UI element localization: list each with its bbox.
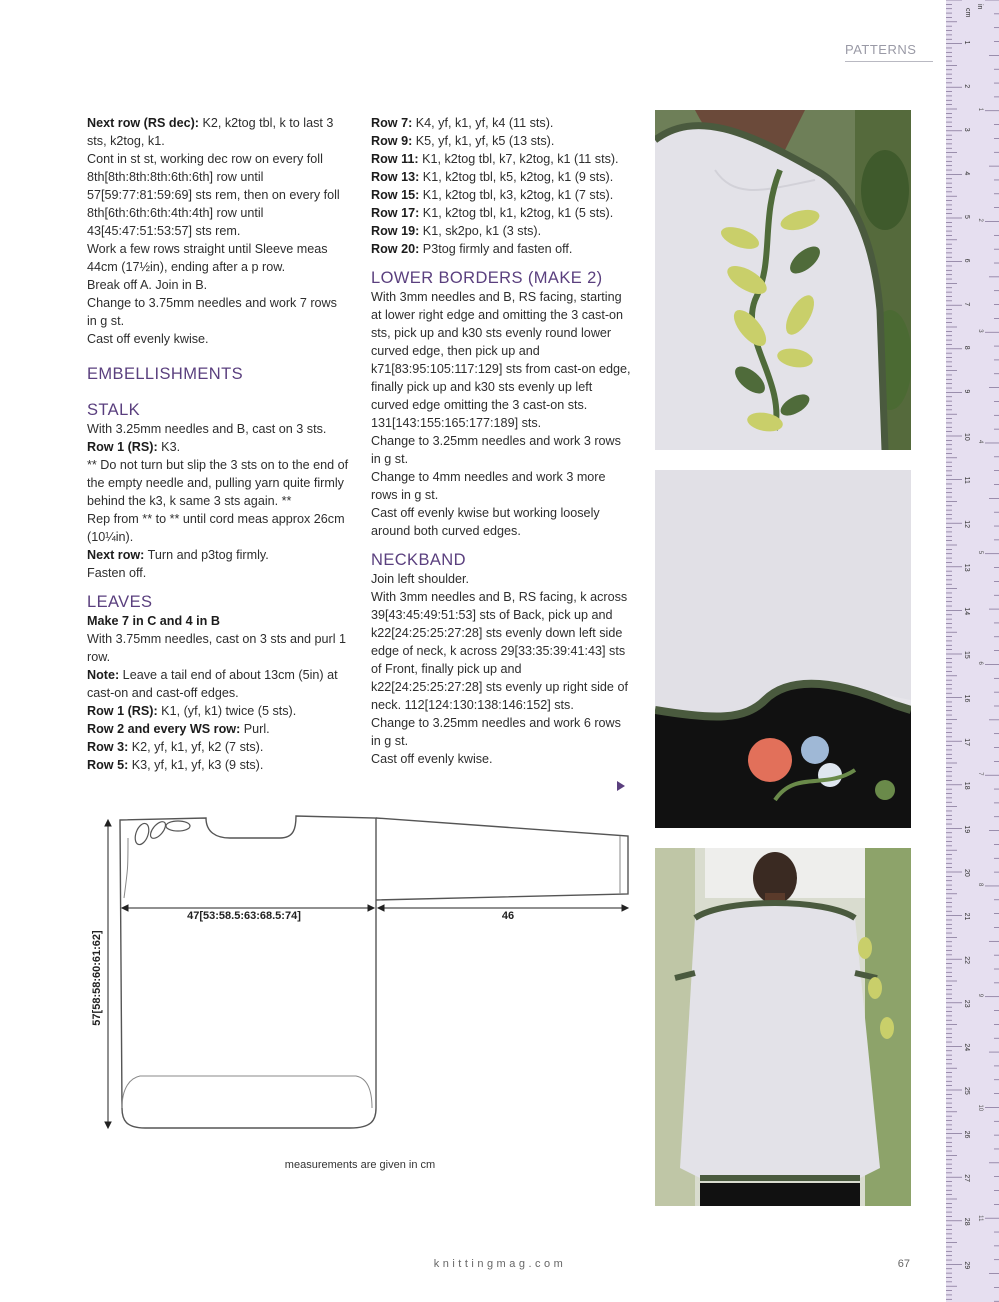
ruler-cm-mark: 20 [963, 869, 970, 877]
ruler-cm-mark: 26 [963, 1130, 970, 1139]
page-number: 67 [897, 1258, 910, 1270]
photo-sleeve-embellishment [655, 110, 911, 450]
ruler-in-mark: 1 [977, 107, 983, 112]
ruler-cm-mark: 28 [963, 1217, 970, 1226]
paragraph: Cast off evenly kwise. [371, 752, 493, 766]
paragraph: Row 9: K5, yf, k1, yf, k5 (13 sts). [371, 134, 555, 148]
ruler-cm-mark: 7 [963, 302, 970, 307]
paragraph: Row 20: P3tog firmly and fasten off. [371, 242, 573, 256]
paragraph: Row 1 (RS): K3. [87, 440, 181, 454]
paragraph: Row 5: K3, yf, k1, yf, k3 (9 sts). [87, 758, 264, 772]
footer-website: knittingmag.com [433, 1258, 567, 1270]
ruler-cm-mark: 13 [963, 563, 970, 572]
schematic-caption: measurements are given in cm [284, 1159, 436, 1171]
continue-arrow-icon [617, 781, 625, 791]
ruler-cm-mark: 23 [963, 999, 970, 1008]
ruler-cm-mark: 21 [963, 912, 970, 921]
paragraph: Make 7 in C and 4 in B [87, 614, 220, 628]
photo-back-view [655, 848, 911, 1206]
photo-hem-border [655, 470, 911, 828]
sleeve-length-label: 46 [501, 910, 515, 922]
paragraph: Row 1 (RS): K1, (yf, k1) twice (5 sts). [87, 704, 297, 718]
ruler-cm-mark: 29 [963, 1261, 970, 1270]
garment-schematic [80, 808, 640, 1168]
paragraph: Row 15: K1, k2tog tbl, k3, k2tog, k1 (7 sts). [371, 188, 614, 202]
paragraph: With 3mm needles and B, RS facing, starting at lower right edge and omitting the 3 cast-on sts, pick up and k30 sts evenly round lower curved edge, then pick up and k71[83:95:105:117:129] sts from cast-on edge, finally pick up and k30 sts evenly up left curved edge omitting the 3 cast-on sts. 131[143:155:165:177:189] sts. [371, 290, 631, 430]
paragraph: Change to 3.75mm needles and work 7 rows in g st. [87, 296, 337, 328]
ruler-cm-mark: 19 [963, 825, 970, 834]
ruler-in-label: in [976, 4, 983, 10]
body-length-label: 57[58:58:60:61:62] [91, 930, 103, 1026]
ruler-cm-mark: 14 [963, 607, 970, 616]
ruler-cm-mark: 12 [963, 520, 970, 528]
paragraph: Next row: Turn and p3tog firmly. [87, 548, 269, 562]
ruler-cm-mark: 11 [963, 476, 970, 484]
ruler-cm-mark: 17 [963, 738, 970, 746]
pattern-column-left [87, 114, 349, 774]
ruler-in-mark: 6 [977, 661, 983, 665]
pattern-column-middle [371, 114, 633, 768]
heading-embellishments: EMBELLISHMENTS [87, 365, 243, 383]
ruler-in-mark: 8 [977, 882, 983, 887]
paragraph: Row 13: K1, k2tog tbl, k5, k2tog, k1 (9 sts). [371, 170, 614, 184]
measuring-ruler [946, 0, 999, 1302]
paragraph: Cont in st st, working dec row on every foll 8th[8th:8th:8th:6th:6th] row until 57[59:77:81:59:69] sts rem, then on every foll 8th[6th:6th:6th:4th:4th] row until 43[45:47:51:53:57] sts rem. [87, 152, 340, 238]
dimension-lines [105, 820, 628, 1128]
paragraph: Row 11: K1, k2tog tbl, k7, k2tog, k1 (11 sts). [371, 152, 619, 166]
ruler-in-mark: 3 [977, 329, 983, 333]
paragraph: Row 2 and every WS row: Purl. [87, 722, 270, 736]
paragraph: Rep from ** to ** until cord meas approx 26cm (10¼in). [87, 512, 345, 544]
ruler-in-mark: 5 [977, 550, 983, 555]
leaf-outlines [133, 819, 190, 846]
ruler-cm-mark: 24 [963, 1043, 970, 1052]
paragraph: Row 19: K1, sk2po, k1 (3 sts). [371, 224, 542, 238]
paragraph: Change to 4mm needles and work 3 more rows in g st. [371, 470, 606, 502]
paragraph: Row 17: K1, k2tog tbl, k1, k2tog, k1 (5 sts). [371, 206, 614, 220]
width-label: 47[53:58.5:63:68.5:74] [187, 910, 301, 922]
paragraph: Change to 3.25mm needles and work 3 rows in g st. [371, 434, 621, 466]
ruler-cm-mark: 25 [963, 1087, 970, 1095]
paragraph: Fasten off. [87, 566, 147, 580]
paragraph: Note: Leave a tail end of about 13cm (5in) at cast-on and cast-off edges. [87, 668, 338, 700]
ruler-cm-mark: 6 [963, 258, 970, 263]
paragraph: ** Do not turn but slip the 3 sts on to the end of the empty needle and, pulling yarn quite firmly behind the k3, k same 3 sts again. ** [87, 458, 349, 508]
ruler-cm-mark: 9 [963, 389, 970, 394]
ruler-cm-mark: 18 [963, 781, 970, 790]
section-tag: PATTERNS [845, 42, 933, 62]
ruler-cm-mark: 15 [963, 651, 970, 659]
ruler-in-mark: 9 [977, 993, 983, 998]
ruler-cm-mark: 1 [963, 40, 970, 45]
heading-leaves: LEAVES [87, 593, 153, 611]
ruler-cm-mark: 5 [963, 215, 970, 219]
heading-stalk: STALK [87, 401, 141, 419]
ruler-in-mark: 7 [977, 772, 983, 776]
paragraph: Work a few rows straight until Sleeve meas 44cm (17½in), ending after a p row. [87, 242, 328, 274]
ruler-cm-mark: 16 [963, 694, 970, 703]
ruler-in-mark: 2 [977, 218, 983, 222]
paragraph: Change to 3.25mm needles and work 6 rows in g st. [371, 716, 621, 748]
ruler-in-mark: 11 [977, 1215, 983, 1222]
ruler-cm-mark: 3 [963, 127, 970, 132]
ruler-in-mark: 4 [977, 439, 983, 444]
paragraph: With 3mm needles and B, RS facing, k across 39[43:45:49:51:53] sts of Back, pick up and k22[24:25:25:27:28] sts evenly down left side edge of neck, k across 29[33:35:39:41:43] sts of Front, finally pick up and k22[24:25:25:27:28] sts evenly up right side of neck. 112[124:130:138:146:152] sts. [371, 590, 628, 712]
paragraph: Break off A. Join in B. [87, 278, 208, 292]
ruler-cm-label: cm [964, 8, 971, 18]
paragraph: Next row (RS dec): K2, k2tog tbl, k to last 3 sts, k2tog, k1. [87, 116, 334, 148]
paragraph: With 3.25mm needles and B, cast on 3 sts. [87, 422, 327, 436]
paragraph: Row 3: K2, yf, k1, yf, k2 (7 sts). [87, 740, 264, 754]
paragraph: Row 7: K4, yf, k1, yf, k4 (11 sts). [371, 116, 554, 130]
paragraph: Join left shoulder. [371, 572, 470, 586]
paragraph: Cast off evenly kwise but working loosely around both curved edges. [371, 506, 600, 538]
ruler-cm-mark: 4 [963, 171, 970, 176]
ruler-cm-mark: 27 [963, 1174, 970, 1182]
heading-neckband: NECKBAND [371, 551, 466, 569]
ruler-cm-mark: 22 [963, 956, 970, 964]
paragraph: Cast off evenly kwise. [87, 332, 209, 346]
body-outline [120, 816, 628, 1128]
heading-lower-borders: LOWER BORDERS (MAKE 2) [371, 269, 603, 287]
paragraph: With 3.75mm needles, cast on 3 sts and purl 1 row. [87, 632, 347, 664]
ruler-cm-mark: 8 [963, 345, 970, 350]
ruler-in-mark: 10 [977, 1104, 983, 1112]
ruler-cm-mark: 2 [963, 84, 970, 89]
ruler-cm-mark: 10 [963, 433, 970, 441]
